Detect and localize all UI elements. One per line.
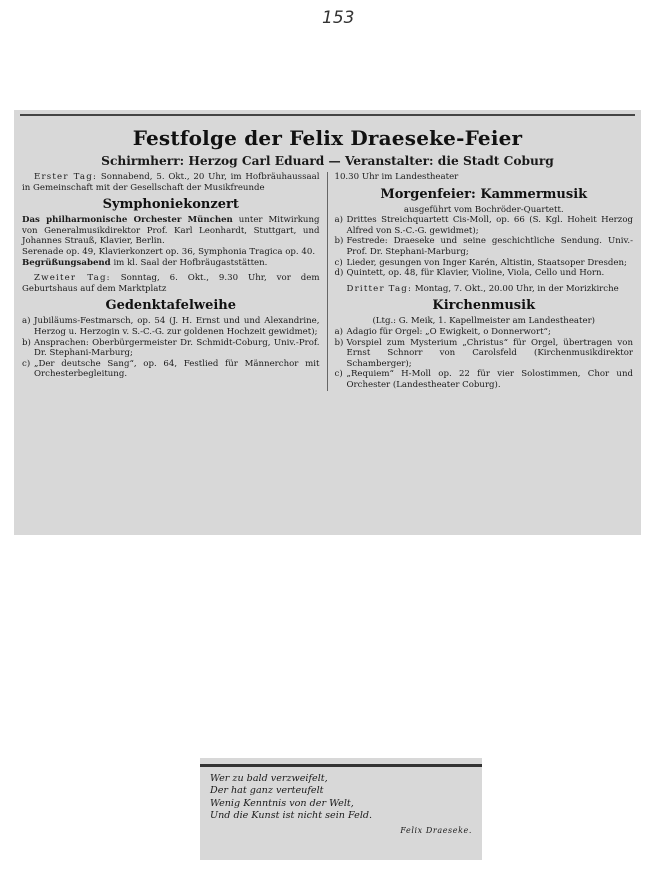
list-item-label: c) [22, 358, 31, 369]
list-item-text: „Der deutsche Sang“, op. 64, Festlied für Männerchor mit Orchesterbegleitung. [34, 358, 320, 380]
list-item [22, 338, 320, 359]
list-item-label: a) [22, 316, 31, 327]
left-column [22, 172, 328, 391]
symphony-paragraph [22, 215, 320, 247]
symphony-lead: Das philharmonische Orchester München [22, 215, 233, 226]
list-item-text: Jubiläums-Festmarsch, op. 54 (J. H. Ernst und und Alexandrine, Herzog u. Herzogin v. S.-C.-G. zur goldenen Hochzeit gewidmet); [34, 316, 320, 337]
day3-paragraph [335, 284, 634, 295]
list-item-label: a) [334, 215, 343, 226]
list-item-label: b) [334, 337, 344, 348]
day1-paragraph [22, 172, 320, 193]
memorial-plaque-heading: Gedenktafelweihe [105, 298, 237, 314]
list-item-text: Lieder, gesungen von Inger Karén, Altistin, Staatsoper Dresden; [346, 257, 627, 268]
day1-label: Erster Tag: [34, 172, 98, 182]
list-item [22, 359, 320, 380]
poem-line: Und die Kunst ist nicht sein Feld. [210, 810, 373, 822]
list-item-text: Quintett, op. 48, für Klavier, Violine, Viola, Cello und Horn. [346, 268, 605, 279]
list-item [335, 338, 634, 370]
symphony-works: Serenade op. 49, Klavierkonzert op. 36, Symphonia Tragica op. 40. [22, 246, 316, 257]
day3-text: Montag, 7. Okt., 20.00 Uhr, in der Morizkirche [414, 283, 619, 294]
list-item-text: Drittes Streichquartett Cis-Moll, op. 66 (S. Kgl. Hoheit Herzog Alfred von S.-C.-G. gewidmet); [346, 215, 633, 236]
list-item [335, 215, 634, 236]
poem-top-rule [200, 764, 482, 767]
list-item [335, 327, 634, 338]
church-list [335, 327, 634, 391]
morning-list [335, 215, 634, 279]
church-music-heading: Kirchenmusik [432, 298, 536, 314]
list-item-text: Adagio für Orgel: „O Ewigkeit, o Donnerwort“; [346, 326, 551, 337]
day2-paragraph [22, 273, 320, 294]
symphony-text: unter Mitwirkung von Generalmusikdirektor Prof. Karl Leonhardt, Stuttgart, und Johannes Strauß, Klavier, Berlin. [22, 215, 320, 247]
poem-line: Der hat ganz verteufelt [210, 785, 324, 797]
welcome-lead: Begrüßungsabend [22, 257, 111, 268]
list-item-text: „Requiem“ H-Moll op. 22 für vier Solostimmen, Chor und Orchester (Landestheater Coburg). [346, 369, 633, 390]
welcome-text: im kl. Saal der Hofbräugaststätten. [113, 257, 268, 268]
poem-clipping [200, 758, 482, 860]
day2-label: Zweiter Tag: [34, 273, 111, 284]
clipping-top-rule [20, 114, 635, 116]
list-item-label: a) [334, 326, 343, 337]
right-column [328, 172, 634, 391]
list-item-label: b) [22, 337, 31, 348]
poem-signature: Felix Draeseke. [400, 825, 472, 835]
list-item-text: Ansprachen: Oberbürgermeister Dr. Schmidt-Coburg, Univ.-Prof. Dr. Stephani-Marburg; [34, 337, 320, 359]
page-number: 153 [322, 8, 355, 28]
day2-text: Sonntag, 6. Okt., 9.30 Uhr, vor dem Geburtshaus auf dem Marktplatz [22, 273, 320, 294]
list-item-label: c) [334, 257, 343, 268]
list-item-text: Vorspiel zum Mysterium „Christus“ für Orgel, übertragen von Ernst Schnorr von Carolsfeld (Kirchenmusikdirektor Schamberger); [346, 337, 633, 369]
welcome-paragraph [22, 258, 320, 269]
program-title: Festfolge der Felix Draeseke-Feier [132, 126, 523, 150]
list-item-label: c) [334, 369, 343, 380]
list-item-text: Festrede: Draeseke und seine geschichtliche Sendung. Univ.-Prof. Dr. Stephani-Marburg; [346, 236, 633, 257]
poem-line: Wenig Kenntnis von der Welt, [210, 797, 354, 809]
list-item-label: d) [334, 268, 344, 279]
church-conductor: (Ltg.: G. Meik, 1. Kapellmeister am Landestheater) [372, 316, 596, 327]
memorial-list [22, 316, 320, 380]
day1-text: Sonnabend, 5. Okt., 20 Uhr, im Hofbräuhaussaal in Gemeinschaft mit der Gesellschaft der Musikfreunde [22, 172, 320, 193]
list-item [335, 369, 634, 390]
list-item [22, 316, 320, 337]
newspaper-clipping-program [14, 110, 641, 535]
symphony-concert-heading: Symphoniekonzert [102, 197, 239, 213]
list-item [335, 268, 634, 279]
morning-time: 10.30 Uhr im Landestheater [334, 172, 459, 182]
program-subtitle: Schirmherr: Herzog Carl Eduard — Veranstalter: die Stadt Coburg [101, 154, 554, 168]
list-item-label: b) [334, 236, 344, 247]
poem-line: Wer zu bald verzweifelt, [210, 773, 328, 784]
morning-chamber-music-heading: Morgenfeier: Kammermusik [380, 186, 588, 202]
program-columns [22, 172, 633, 391]
list-item [335, 258, 634, 269]
morning-performers: ausgeführt vom Bochröder-Quartett. [403, 204, 564, 215]
list-item [335, 236, 634, 257]
day3-label: Dritter Tag: [346, 283, 413, 294]
